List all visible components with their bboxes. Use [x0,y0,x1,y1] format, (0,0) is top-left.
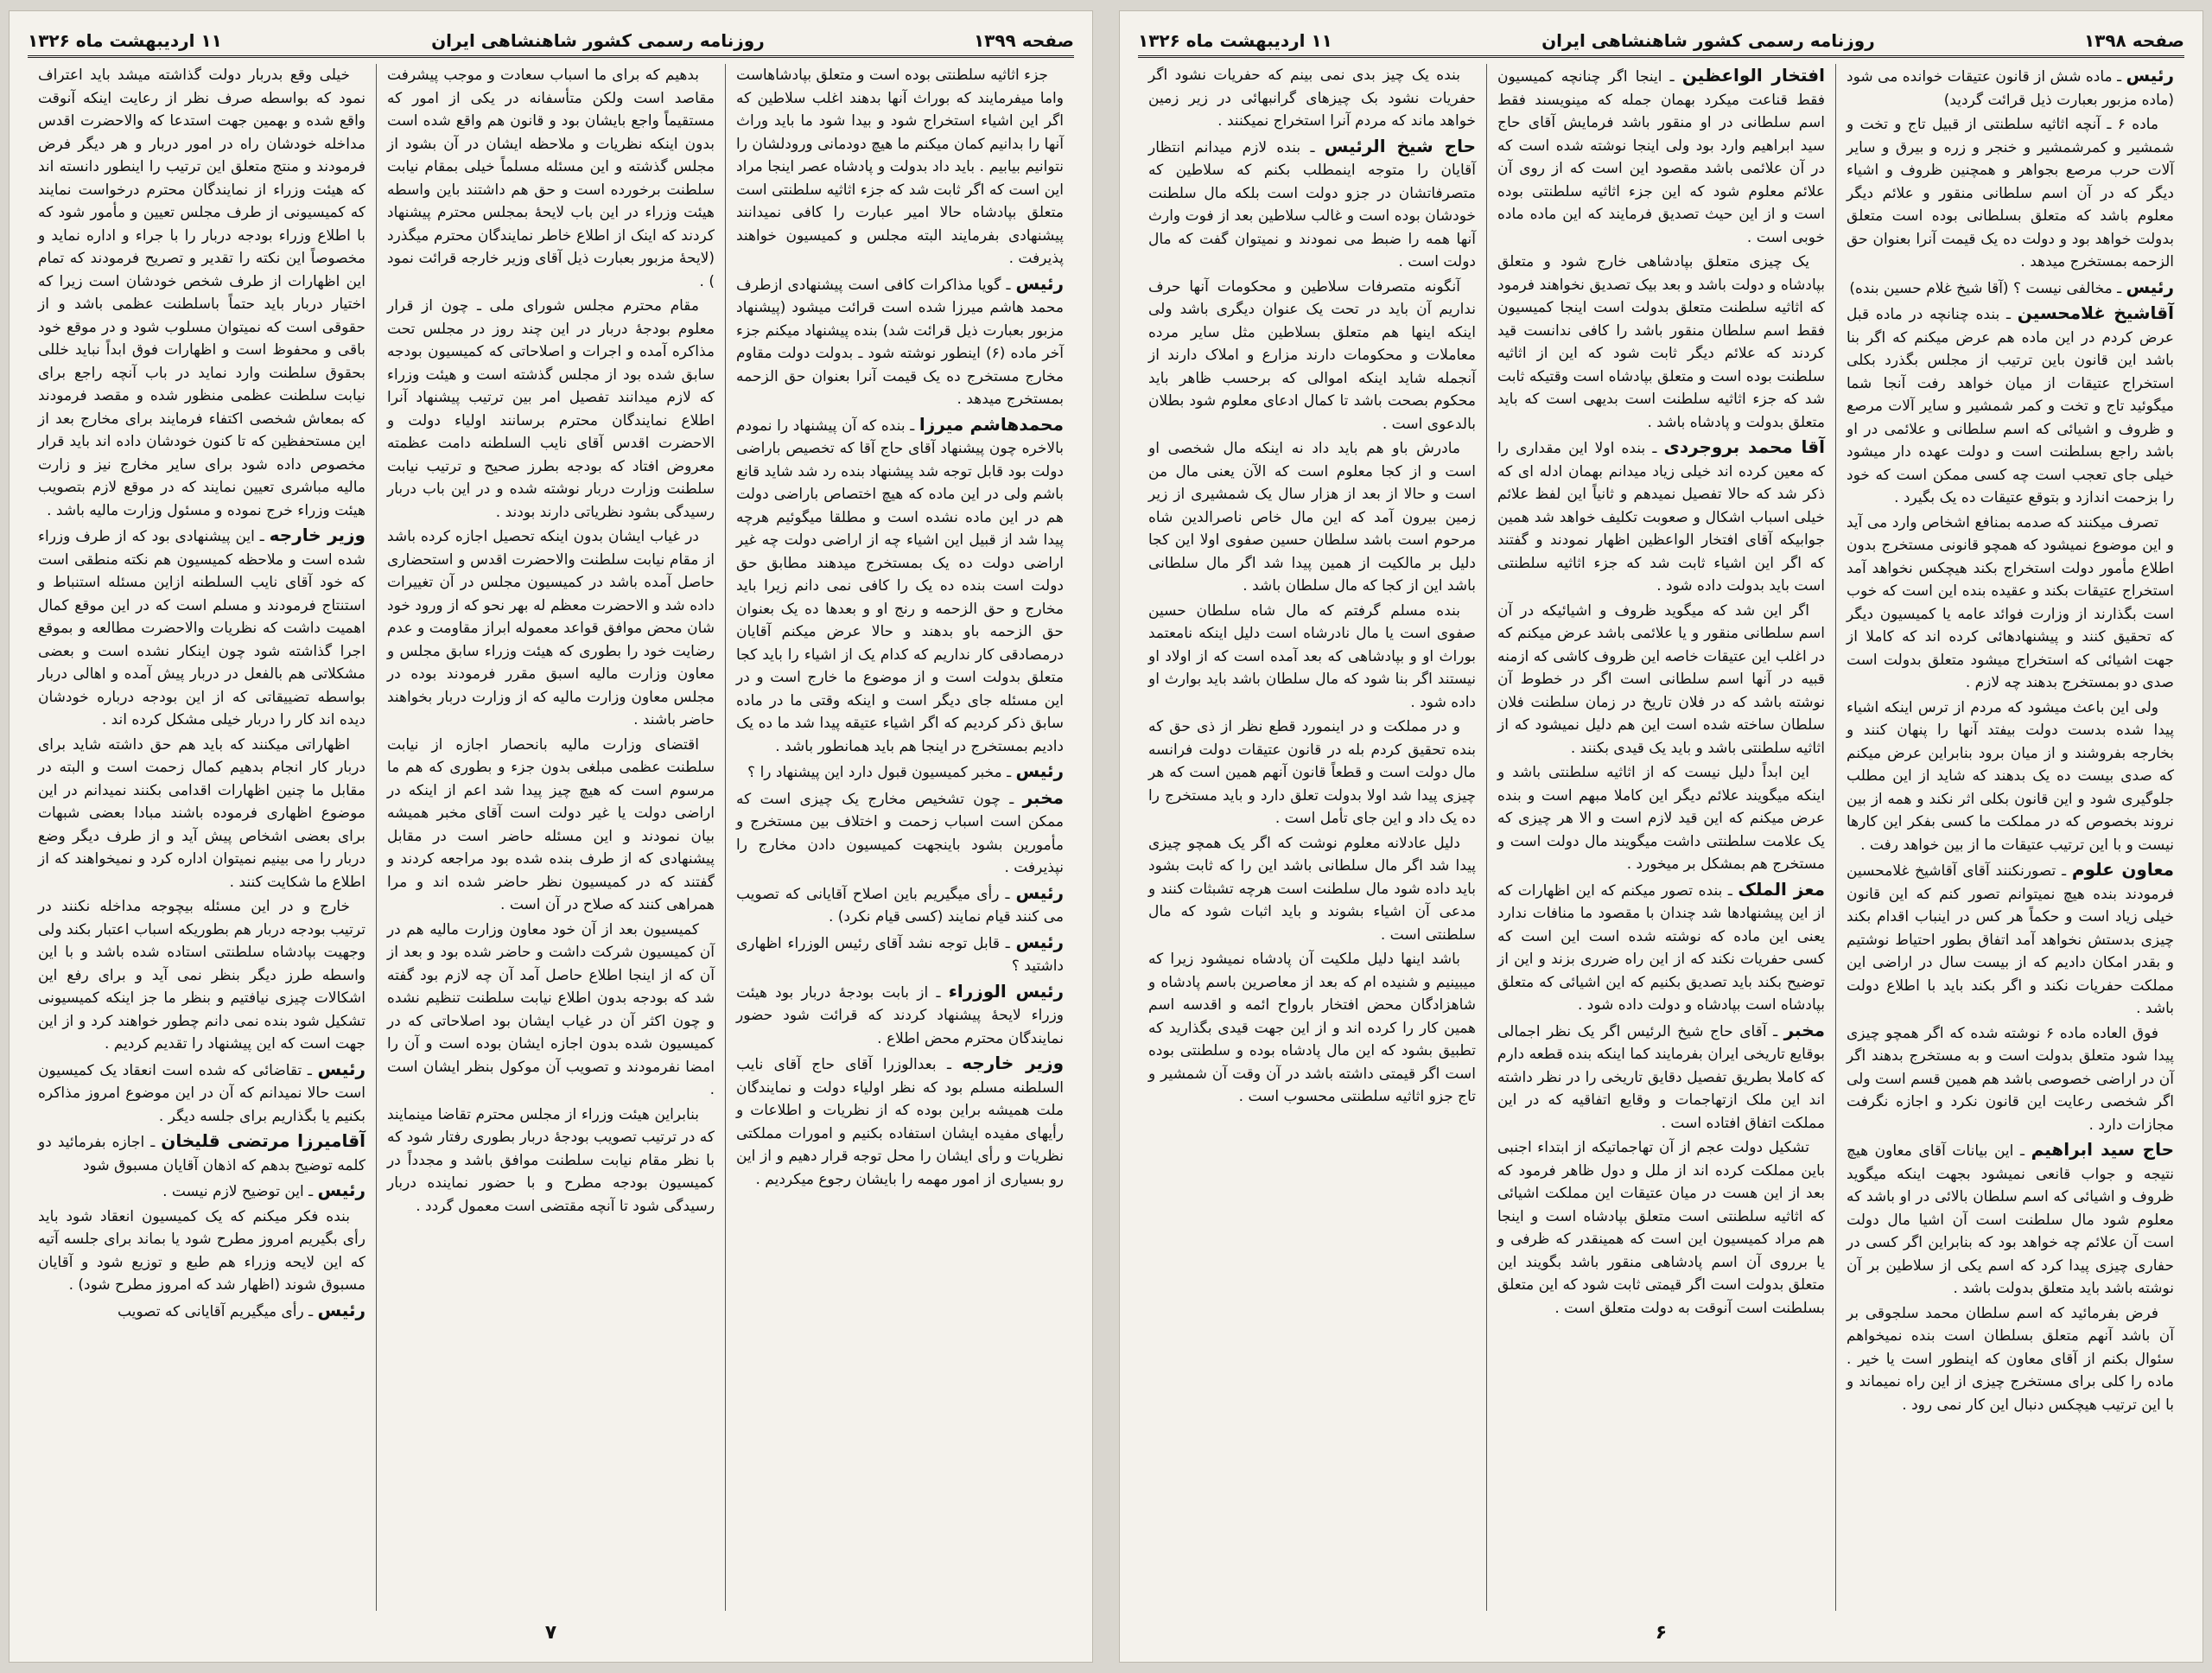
body-paragraph: بنده فکر میکنم که یک کمیسیون انعقاد شود باید رأی بگیریم امروز مطرح شود یا بماند برای جلسه آتیه که این لایحه وزراء هم طبع و توزیع شود و آقایان مسبوق شوند (اظهار شد که امروز مطرح شود) . [38,1207,365,1294]
speaker-paragraph [38,1058,365,1129]
body-paragraph: بنده یک چیز بدی نمی بینم که حفریات نشود اگر حفریات نشود بک چیزهای گرانبهائی در زیر زمین خواهد ماند که مردم آنرا استخراج نمیکنند . [1148,67,1476,130]
speech-text: اینجا اگر چنانچه کمیسیون فقط قناعت میکرد بهمان جمله که مینویسند فقط اسم سلطانی در او منقور باشد فرمایش آقای حاج سید ابراهیم وارد بود ولی اینجا نوشته شده است که در آن علائمی باشد مقصود این است که از روی آن علائم معلوم شود که این جزء اثاثیه سلطنتی بوده است و از این حیث تصدیق فرمایند که این ماده ماده خوبی است . [1497,68,1825,246]
separator: ـ [303,1302,318,1320]
speaker-name: رئیس [2126,65,2174,86]
header-title: روزنامه رسمی کشور شاهنشاهی ایران [1541,30,1875,51]
speech-text: ماده شش از قانون عتیقات خوانده می شود (ماده مزبور بعبارت ذیل قرائت گردید) [1847,68,2174,109]
separator: ـ [905,417,919,435]
separator: ـ [1999,306,2018,323]
speaker-name: مخبر [1783,1019,1825,1040]
speaker-name: رئیس [317,1299,365,1320]
body-paragraph: این ابداً دلیل نیست که از اثاثیه سلطنتی باشد و اینکه میگویند علائم دیگر این کاملا مبهم است و بنده عرض میکنم که این قید لازم است و الا هر چیزی که یک علامت سلطنتی داشت میگویند مال دولت است و مستخرج هم بمشکل بر میخورد . [1497,764,1825,873]
speech-text: رأی میگیریم باین اصلاح آقایانی که تصویب می کنند قیام نمایند (کسی قیام نکرد) . [736,885,1064,926]
columns-left [28,64,1074,1611]
speech-text: بنده تصور میکنم که این اظهارات که از این پیشنهادها شد چندان با مقصود ما منافات ندارد یعنی این ماده که نوشته شده است این است که کسی حفریات نکند که از این راه ضرری بزند و این از توضیح بکند باید تصدیق بکنیم که این اشیائی که متعلق بپادشاه است بپادشاه و دولت داده شود . [1497,881,1825,1014]
text-column [28,64,376,1611]
body-paragraph: ولی این باعث میشود که مردم از ترس اینکه اشیاء پیدا شده بدست دولت بیفتد آنها را پنهان کنند و بخارجه بفروشند و از میان برود بنابراین عرض میکنم که صدی بیست ده یک بدهند که شاید از این مطلب جلوگیری شود و این قانون بکلی اثر نکند و همه از بین نروند بخصوص که در مملکت ما کسی بفکر این کارها نیست و با این ترتیب عتیقات ما از بین خواهد رفت . [1847,698,2174,854]
speaker-paragraph [1847,302,2174,510]
speech-text: چون تشخیص مخارج یک چیزی است که ممکن است اسباب زحمت و اختلاف بین مستخرج و مأمورین بشود باینجهت کمیسیون دادن مخارج را نپذیرفت . [736,790,1064,876]
speech-text: بنده لازم میدانم انتظار آقایان را متوجه اینمطلب بکنم که سلاطین که متصرفاتشان در جزو دولت است بلکه مال سلطنت خودشان بوده است و غالب سلاطین بعد از فوت وارث آنها همه را ضبط می نمودند و نمیتوان گفت که مال دولت است . [1148,138,1476,270]
speaker-name: رئیس [1015,272,1064,294]
speaker-paragraph [736,980,1064,1051]
speaker-paragraph [38,1129,365,1177]
separator: ـ [1001,790,1023,808]
separator: ـ [1722,881,1738,900]
speech-text: آقای حاج شیخ الرئیس اگر یک نظر اجمالی بوقایع تاریخی ایران بفرمایند کما اینکه بنده قطعه دارم که کاملا بطریق تفصیل دقایق تاریخی را در نظر داشته اند این ملک ازتهاجمات و وقایع اتفاقیه که در این مملکت اتفاق افتاده است . [1497,1022,1825,1132]
body-paragraph: و در مملکت و در اینمورد قطع نظر از ذی حق که بنده تحقیق کردم بله در قانون عتیقات دولت فرانسه مال دولت است و قطعاً قانون آنهم همین است که هر چیزی پیدا شد اولا بدولت تعلق دارد و باید مستخرج را ده یک داد و این جای تأمل است . [1148,718,1476,827]
text-column [1486,64,1835,1611]
page-right [1119,10,2203,1663]
speech-text: تقاضائی که شده است انعقاد یک کمیسیون است حالا نمیدانم که آن در این موضوع امروز مذاکره بکنیم یا بگذاریم برای جلسه دیگر . [38,1061,365,1125]
body-paragraph: دلیل عادلانه معلوم نوشت که اگر یک همچو چیزی پیدا شد اگر مال سلطانی باشد این را که ثابت بشود باید داده شود مال سلطنت است هرچه تشبثات کنند و مدعی آن اشیاء بشوند و باید اثبات شود که مال سلطنتی است . [1148,834,1476,944]
body-paragraph: مادرش باو هم باید داد نه اینکه مال شخصی او است و از کجا معلوم است که الآن یعنی مال من است و حالا از بعد از هزار سال یک شمشیری از زیر زمین بیرون آمد که این مال خاص ناصرالدین شاه مرحوم است باشد سلطان حسین صفوی اولا این کجا دلیل بر مالکیت از همین پیدا شد اگر مال سلطانی باشد این از کجا که مال سلطان باشد . [1148,440,1476,595]
separator: ـ [928,983,949,1002]
separator: ـ [2056,862,2072,880]
separator: ـ [999,885,1016,903]
body-paragraph: یک چیزی متعلق بپادشاهی خارج شود و متعلق بپادشاه و دولت باشد و بعد بیک تصدیق نخواهند فرمود که اثاثیه سلطنت متعلق بدولت است اینجا کمیسیون فقط اسم سلطان منقور باشد را کافی ندانست قید کردند که علائم دیگر ثابت شود که این از اثاثیه سلطنت بوده است و متعلق بپادشاه است وقتیکه ثابت شد که جزء اثاثیه سلطنت است بدیهی است که باید متعلق بدولت و پادشاه باشد . [1497,253,1825,431]
page-number: ۷ [544,1622,557,1644]
separator: ـ [2013,1142,2031,1160]
page-header-right [1138,26,2184,58]
speech-text: تصورنکنند آقای آقاشیخ غلامحسین فرمودند بنده هیچ نمیتوانم تصور کنم که این قانون خیلی زیاد است و حکماً هر کس در اینباب اقدام بکند چیزی بدستش نخواهد آمد اتفاق بطور احتیاط نوشتیم و بقدر امکان دادیم که از بیست سال در اراضی این مملکت حفریات نکند و اگر بکند باید با اطلاع دولت باشد . [1847,862,2174,1017]
separator: ـ [1001,276,1016,294]
body-paragraph: اگر این شد که میگوید ظروف و اشیائیکه در آن اسم سلطانی منقور و یا علائمی باشد عرض میکنم که در اغلب این عتیقات خاصه این ظروف کاشی که ازمنه قبیه در آنها اسم سلطانی است اگر در خطوط آن نوشته باشد که در فلان تاریخ در زمان سلطنت فلان سلطان ساخته شده است این هم دلیل نمیشود که از اثاثیه سلطنتی باشد و باید یک قیدی بکنند . [1497,601,1825,757]
speaker-name: رئیس [2126,276,2174,297]
page-header-left [28,26,1074,58]
separator: ـ [1662,68,1682,86]
speaker-paragraph [1497,436,1825,598]
body-paragraph: فرض بفرمائید که اسم سلطان محمد سلجوقی بر آن باشد آنهم متعلق بسلطان است بنده نمیخواهم سئوال بکنم از آقای معاون که اینطور است یا خیر . ماده را کلی برای مستخرج چیزی از این راه نمیماند و با این ترتیب هیچکس دنبال این کار نمی رود . [1847,1304,2174,1414]
speech-text: اجازه بفرمائید دو کلمه توضیح بدهم که اذهان آقایان مسبوق شود [38,1134,365,1174]
speaker-name: رئیس الوزراء [948,980,1064,1002]
body-paragraph: آنگونه متصرفات سلاطین و محکومات آنها حرف نداریم آن باید در تحت یک عنوان دیگری باشد ولی اینکه اینها هم متعلق بسلاطین مثل سایر مرده معاملات و محکومات دارند مزارع و املاک دارند از آنجمله شاید اینکه اموالی که برحسب ظاهر باید محکوم بصحت باشد تا کمال ادعای معلوم شود بطلان بالدعوی است . [1148,277,1476,433]
text-column [1835,64,2184,1611]
separator: ـ [254,528,270,545]
body-paragraph: جزء اثاثیه سلطنتی بوده است و متعلق بپادشاهاست واما میفرمایند که بوراث آنها بدهند اغلب سلاطین که اگر این اشیاء استخراج شود و بیدا شود ما باید وراث آنها را بدانیم کمان میکنم ما هیچ دودمانی ورودلشان را نتوانیم بیابیم . باید داد بدولت و پادشاه عصر اینجا مراد این است که اگر ثابت شد که جزء اثاثیه سلطنتی است متعلق بپادشاه حالا امیر عبارت را کافی نمیدانند پیشنهادی بفرمایند البته مجلس و کمیسیون خواهند پذیرفت . [736,67,1064,267]
speaker-name: معاون علوم [2071,859,2175,880]
speech-text: بنده چنانچه در ماده قبل عرض کردم در این ماده هم عرض میکنم که اگر بنا باشد این قانون باین ترتیب از مجلس بگذرد بکلی استخراج عتیقات از میان خواهد رفت آنجا شما میگوئید تاج و تخت و کمر شمشیر و سایر آلات مرصع و ظروف و اشیائی که اسم سلطانی و علائمی در او باشد راجع بسلطنت است و دولت عهده دار میشود خیلی جای تعجب است چه کسی ممکن است که خود را بزحمت اندازد و بتوقع عتیقات ده یک بگیرد . [1847,306,2174,506]
speaker-paragraph [1497,878,1825,1017]
body-paragraph: باشد اینها دلیل ملکیت آن پادشاه نمیشود زیرا که میبینیم و شنیده ام که بعد از معاصرین باسم پادشاه و شاهزادگان محض افتخار بارواح ائمه و اقدسه اسم همین کار را کرده اند و از این جهت قیدی بگذارید که تطبیق بشود که این مال پادشاه بوده و سلطنتی بوده است اگر قیمتی داشته باشد در آن وقت آن شمشیر و تاج جزو اثاثیه سلطنتی محسوب است . [1148,951,1476,1105]
speaker-paragraph [1497,1019,1825,1135]
speech-text: این پیشنهادی بود که از طرف وزراء شده است و ملاحظه کمیسیون هم نکته منطقی است که خود آقای نایب السلطنه ازاین مسئله استنباط و استنتاج فرمودند و مسلم است که در این موقع کمال اهمیت داشت که نظریات والاحضرت مطالعه و بموقع اجرا گذاشته شود چون اینکار نشده است و بعضی مشکلاتی هم بالفعل در دربار پیش آمده و اهالی دربار بواسطه تضییقاتی که از این بودجه درباره خودشان دیده اند کار را دربار خیلی مشکل کرده اند . [38,528,365,728]
speaker-paragraph [736,786,1064,880]
body-paragraph: در غیاب ایشان بدون اینکه تحصیل اجازه کرده باشد از مقام نیابت سلطنت والاحضرت اقدس و استحضاری حاصل آمده باشد در کمیسیون مجلس در آن تغییرات داده شد و الاحضرت معظم له بهر نحو که از ورود خود شان محض موافق قواعد معموله ابراز مقاومت و عدم رضایت خود را بطوری که هیئت وزراء سابق مجلس و معاون وزارت مالیه اسبق مقرر فرمودند بوده در مجلس معاون وزارت مالیه که از وزارت دربار بخواهند حاضر باشند . [387,528,715,728]
header-page-label: صفحه ۱۳۹۹ [973,30,1074,51]
speaker-name: معز الملک [1738,878,1825,900]
body-paragraph: بنابراین هیئت وزراء از مجلس محترم تقاضا مینمایند که در ترتیب تصویب بودجهٔ دربار بطوری رفتار شود که با نظر مقام نیابت سلطنت موافق باشد و مجدداً در کمیسیون بودجه مطرح و با حضور نماینده دربار رسیدگی شود تا آنچه مقتضی است معمول گردد . [387,1105,715,1215]
speaker-name: رئیس [1015,881,1064,903]
speaker-name: آقاشیخ غلامحسین [2017,302,2175,323]
speaker-name: رئیس [317,1058,365,1079]
speaker-paragraph [1847,64,2174,111]
body-paragraph: اقتضای وزارت مالیه بانحصار اجازه از نیابت سلطنت عظمی مبلغی بدون جزء و بطوری که هم ما مرسوم است که هیچ چیز پیدا شد اعم از اینکه در اراضی دولت یا غیر دولت است آقای مخبر همیشه بیان نمودند و این مسئله حاضر است در مقابل پیشنهادی که از طرف بنده شده بود مراجعه کردند و گفتند که در کمیسیون نظر حاضر شده اند و مرا همراهی کنند که صلاح در آن است . [387,735,715,913]
separator: ـ [936,1056,963,1073]
body-paragraph: بنده مسلم گرفتم که مال شاه سلطان حسین صفوی است یا مال نادرشاه است دلیل اینکه نامعتمد بوراث او و بپادشاهی که بعد آمده است که از اولاد او نیستند اگر بنا شود که مال سلطان باشد باید بوارث او داده شود . [1148,601,1476,711]
speech-text: مخبر کمیسیون قبول دارد این پیشنهاد را ؟ [747,764,1002,781]
speech-text: از بابت بودجهٔ دربار بود هیئت وزراء لایحهٔ پیشنهاد کردند که قرائت شود حضور نمایندگان محترم محض اطلاع . [736,983,1064,1047]
speech-text: بنده اولا این مقداری را که معین کرده اند خیلی زیاد میدانم بهمان ادله ای که ذکر شد که حالا تفصیل نمیدهم و ثانیاً این لفظ علائم خیلی اسباب اشکال و صعوبت تکلیف خواهد شد همین جوابیکه آقای افتخار الواعظین اظهار نمودند و گفتند که اگر این اشیاء ثابت شد که جزء اثاثیه سلطنتی است باید بدولت داده شود . [1497,440,1825,595]
body-paragraph: کمیسیون بعد از آن خود معاون وزارت مالیه هم در آن کمیسیون شرکت داشت و حاضر شده بود و بعد از آن که از اینجا اطلاع حاصل آمد آن چه لازم بود گفته شد که بودجه بدون اطلاع نیابت سلطنت تنظیم نشده و چون اکثر آن در غیاب ایشان بود اصلاحاتی که در کمیسیون شده بدون اجازه ایشان بوده است و آن را امضا نفرمودند و تصویب آن موکول بنظر ایشان است . [387,920,715,1098]
newspaper-spread [9,10,2203,1663]
speaker-name: وزیر خارجه [269,525,365,545]
speaker-paragraph [38,1179,365,1204]
speech-text: مخالفی نیست ؟ (آقا شیخ غلام حسین بنده) [1849,279,2113,297]
speaker-name: محمدهاشم میرزا [918,413,1064,435]
speaker-paragraph [736,272,1064,411]
speaker-paragraph [38,524,365,732]
speaker-name: آقا محمد بروجردی [1663,436,1825,457]
header-date: ۱۱ اردیبهشت ماه ۱۳۲۶ [28,30,222,51]
speaker-name: رئیس [1015,760,1064,781]
columns-right [1138,64,2184,1611]
speaker-name: حاج شیخ الرئیس [1324,135,1476,156]
speech-text: این بیانات آقای معاون هیچ نتیجه و جواب قانعی نمیشود بجهت اینکه میگوید ظروف و اشیائی که اسم سلطان بالائی در او باشد که معلوم شود مال سلطنت است آن اشیا مال دولت است آن علائم چه خواهد بود که بنابراین اگر کسی در حفاری چیزی پیدا کرد که اسم یکی از سلاطین بر آن نوشته باشد باید متعلق بدولت باشد . [1847,1142,2174,1297]
speaker-paragraph [1847,276,2174,301]
speaker-paragraph [736,1052,1064,1191]
speaker-name: افتخار الواعظین [1681,65,1825,86]
page-number: ۶ [1655,1622,1668,1644]
speaker-name: آقامیرزا مرتضی قلیخان [161,1130,365,1151]
separator: ـ [1645,440,1664,457]
body-paragraph: خارج و در این مسئله بیچوجه مداخله نکنند در ترتیب بودجه دربار هم بطوریکه اسباب اعتبار بکند ولی وجهیت بپادشاه سلطنتی استاده شده باشد و با این واسطه طرز دیگر بنظر نمی آید و برای رفع این اشکالات چیزی نیافتیم و بنظر ما جز اینکه کمیسیونی تشکیل شود بنده نمی دانم چطور خواهند کرد و از این جهت است که این پیشنهاد را تقدیم کردیم . [38,898,365,1053]
body-paragraph: تشکیل دولت عجم از آن تهاجماتیکه از ابتداء اجنبی باین مملکت کرده اند از ملل و دول ظاهر فرمود که بعد از این هست در میان عتیقات این مملکت اشیائی که اثاثیه سلطنتی است متعلق بپادشاه است و اینجا هم مراد کمیسیون این است که همینقدر که ظرفی و یا برروی آن اسم پادشاهی منقور باشد بگویند این متعلق بدولت است اگر قیمتی ثابت شود که این متعلق بسلطنت است آنوقت به دولت متعلق است . [1497,1139,1825,1317]
speaker-name: حاج سید ابراهیم [2031,1139,2174,1160]
separator: ـ [2112,279,2126,297]
speaker-paragraph [736,881,1064,929]
header-page-label: صفحه ۱۳۹۸ [2083,30,2184,51]
speech-text: بعدالوزرا آقای حاج آقای نایب السلطنه مسلم بود که نظر اولیاء دولت و نمایندگان ملت همیشه براین بوده که از نظریات و اطلاعات و رأیهای مفیده ایشان استفاده بکنیم و امورات مملکتی نظریات و رأی ایشان را محل توجه قرار دهیم و از این رو بسیاری از امور مهمه را بایشان رجوع میکردیم . [736,1056,1064,1188]
header-title: روزنامه رسمی کشور شاهنشاهی ایران [431,30,765,51]
separator: ـ [1300,138,1325,156]
speaker-paragraph [736,413,1064,759]
speaker-name: مخبر [1022,786,1064,808]
speaker-paragraph [1847,858,2174,1021]
body-paragraph: تصرف میکنند که صدمه بمنافع اشخاص وارد می آید و این موضوع نمیشود که همچو قانونی مستخرج بدون اطلاع مأمور دولت استخراج بکند هیچکس نخواهد آمد استخراج عتیقات بکند و عقیده بنده این است که خوب است بگذارند از وزارت فوائد عامه یا کمیسیون دیگر که تحقیق کنند و پیشنهادهائی کرده اند که کاملا از جهت اشیائی که استخراج میشود متعلق بدولت است صدی دو بمستخرج بدهند چه لازم . [1847,513,2174,691]
speaker-name: وزیر خارجه [962,1053,1065,1073]
separator: ـ [144,1134,162,1151]
body-paragraph: بدهیم که برای ما اسباب سعادت و موجب پیشرفت مقاصد است ولکن متأسفانه در یکی از امور که مستقیماً واجع بایشان بود و قانون هم واقع شده است بدون اینکه نظریات و ملاحظه ایشان در آن بشود از مجلس گذشته و این مسئله مسلماً خیلی بمقام نیابت سلطنت برخورده است و حق هم داشتند باین واسطه هیئت وزراء در این باب لایحهٔ بمجلس محترم پیشنهاد کردند که اینک از اطلاع خاطر نمایندگان محترم میگذرد (لایحهٔ مزبور بعبارت ذیل آقای وزیر خارجه قرائت نمود ) . [387,67,715,290]
page-left [9,10,1093,1663]
speaker-paragraph [736,931,1064,978]
speech-text: رأی میگیریم آقایانی که تصویب [117,1302,304,1320]
separator: ـ [303,1183,318,1200]
speaker-paragraph [1148,135,1476,274]
separator: ـ [2112,68,2126,86]
header-date: ۱۱ اردیبهشت ماه ۱۳۲۶ [1138,30,1332,51]
separator: ـ [1001,764,1016,781]
speaker-paragraph [736,760,1064,785]
speech-text: بنده که آن پیشنهاد را نمودم بالاخره چون پیشنهاد آقای حاج آقا که تخصیص باراضی دولت بود قابل توجه شد پیشنهاد بنده رد شد شاید قانع باشم ولی در این ماده که هیچ اختصاص باراضی دولت هم در این ماده نشده است و مطلقا میگوئیم هرچه پیدا شد از قبیل این اشیاء چه از اراضی دولت چه غیر اراضی دولت ده یک بمستخرج میدهند مطابق حق دولت است بنده ده یک را کافی نمی دانم زیرا باید مخارج و حق الزحمه و رنج او و بعدها ده یک بعنوان حق الزحمه باو بدهند و حالا عرض میکنم آقایان درمصادقی کار نداریم که کدام یک از اشیاء را باید کجا متعلق بدولت است و از موضوع ما خارج است و در این مسئله جای دیگر است و اینکه وقتی ما در ماده سابق ذکر کردیم که اگر اشیاء عتیقه پیدا شد ما ده یک دادیم بمستخرج در اینجا هم باید همانطور باشد . [736,417,1064,755]
speaker-name: رئیس [1015,931,1064,952]
separator: ـ [1766,1022,1784,1040]
body-paragraph: خیلی وقع بدربار دولت گذاشته میشد باید اعتراف نمود که بواسطه صرف نظر از رعایت اینکه آنوقت واقع شده و بهمین جهت استدعا که والاحضرت اقدس مداخله خودشان راه در امور دربار و هر دیگر فرض فرمودند و منتج متعلق این ترتیب را اینطور دانسته اند که هیئت وزراء از نمایندگان محترم درخواست نمایند که کمیسیونی از طرف مجلس تعیین و مأمور شود که با اطلاع وزراء بودجه دربار را با جراء و اداره نماید و مخصوصاً این نکته را تقدیر و تصریح فرمودند که تمام این اظهارات از طرف شخص خودشان است زیرا که اختیار دربار باید حتماً باسلطنت عظمی باشد و از حقوقی است که نمیتوان مسلوب شود و در موقع خود باقی و محفوظ است و اظهارات فوق ابداً نباید خللی بحقوق سلطنت وارد نماید در باب آنچه راجع برای نیابت سلطنت عظمی منظور شده و مقصد فرمودند که بمعاش شخصی اکتفاء فرمایند برای مخارج بعد از این مستحفظین که تا کنون خودشان داده اند باید قرار مخصوص داده شود برای سایر مخارج نیز و زارت مالیه مباشری تعیین نمایند که در موقع لازم بتصویب هیئت وزراء خرج نموده و مسئول وزارت مالیه باشد . [38,67,365,519]
text-column [1138,64,1486,1611]
text-column [725,64,1074,1611]
speaker-name: رئیس [317,1180,365,1200]
separator: ـ [1000,934,1016,952]
speech-text: این توضیح لازم نیست . [162,1183,304,1200]
body-paragraph: مقام محترم مجلس شورای ملی ـ چون از قرار معلوم بودجهٔ دربار در این چند روز در مجلس تحت مذاکره آمده و اجرات و اصلاحاتی که کمیسیون بودجه سابق شده بود از مجلس گذشته است و هیئت وزراء که لازم میدانند تفصیل امر بین ترتیب پیشنهاد آنرا اطلاع نمایندگان محترم برسانند اولیاء دولت و الاحضرت اقدس آقای نایب السلطنه دامت عظمته معروض افتاد که بودجه بطرز صحیح و ترتیب نیابت سلطنت وزارت دربار نوشته شده و در این باب دربار رسیدگی بشود نظریاتی دارند بودند . [387,297,715,521]
body-paragraph: ماده ۶ ـ آنچه اثاثیه سلطنتی از قبیل تاج و تخت و شمشیر و کمرشمشیر و خنجر و زره و بیرق و سایر آلات حرب مرصع بجواهر و همچنین ظروف و اشیاء دیگر که در آن اسم سلطانی منقور و علائم دیگر معلوم باشد که متعلق بسلطانی بوده است متعلق بدولت خواهد بود و دولت ده یک قیمت آنرا بعنوان حق الزحمه بمستخرج میدهد . [1847,116,2174,270]
speaker-paragraph [38,1299,365,1324]
speaker-paragraph [1497,64,1825,249]
body-paragraph: اظهاراتی میکنند که باید هم حق داشته شاید برای دربار کار انجام بدهیم کمال زحمت است و البته در مقابل ما چنین اظهارات اقدامی بکنند نمیدانم در این موضوع اظهاری فرموده باشند مبادا بعضی شبهات برای بعضی اشخاص پیش آید و از طرف دیگر وضع دربار را می بینیم نمیتوان اداره کرد و نمیخواهند که از اطلاع ما شکایت کنند . [38,735,365,891]
speech-text: گویا مذاکرات کافی است پیشنهادی ازطرف محمد هاشم میرزا شده است قرائت میشود (پیشنهاد مزبور بعبارت ذیل قرائت شد) بنده پیشنهاد میکنم جزء آخر ماده (۶) اینطور نوشته شود ـ بدولت دولت مقاوم مخارج مستخرج ده یک قیمت آنرا بعنوان حق الزحمه بمستخرج میدهد . [736,276,1064,408]
speech-text: قابل توجه نشد آقای رئیس الوزراء اظهاری داشتید ؟ [736,934,1064,975]
body-paragraph: فوق العاده ماده ۶ نوشته شده که اگر همچو چیزی پیدا شود متعلق بدولت است و به مستخرج بدهند اگر آن در اراضی خصوصی باشد هم همین قسم است ولی اگر شخصی رعایت این قانون نکرد و اجازه نگرفت مجازات دارد . [1847,1024,2174,1134]
text-column [376,64,725,1611]
speaker-paragraph [1847,1138,2174,1301]
separator: ـ [302,1061,318,1079]
